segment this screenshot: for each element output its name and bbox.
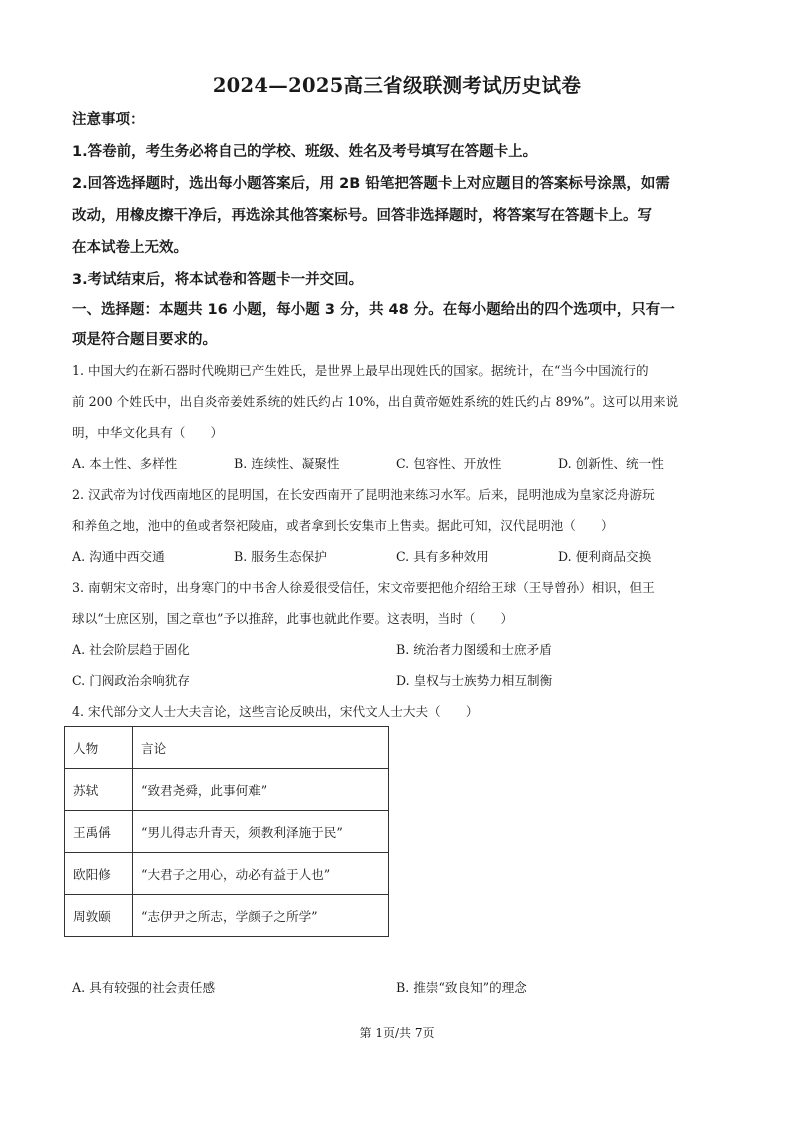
q2-option-d[interactable]: D. 便利商品交换 bbox=[558, 549, 652, 564]
q1-option-a[interactable]: A. 本土性、多样性 bbox=[72, 456, 178, 471]
q3-stem-line-2: 球以“士庶区别，国之章也”予以推辞，此事也就此作要。这表明，当时（ ） bbox=[72, 611, 514, 626]
table-row bbox=[65, 769, 389, 811]
notice-line-2: 2.回答选择题时，选出每小题答案后，用 2B 铅笔把答题卡上对应题目的答案标号涂黑，如需 bbox=[72, 176, 670, 192]
q1-stem-line-1: 1. 中国大约在新石器时代晚期已产生姓氏，是世界上最早出现姓氏的国家。据统计，在“当今中国流行的 bbox=[72, 363, 649, 378]
table-header-person: 人物 bbox=[65, 727, 133, 769]
notice-line-4: 在本试卷上无效。 bbox=[72, 240, 188, 256]
q4-stem: 4. 宋代部分文人士大夫言论，这些言论反映出，宋代文人士大夫（ ） bbox=[72, 704, 479, 719]
q3-option-b[interactable]: B. 统治者力图缓和士庶矛盾 bbox=[396, 642, 552, 657]
table-cell-person: 周敦颐 bbox=[65, 895, 133, 937]
section-heading-line-2: 项是符合题目要求的。 bbox=[72, 332, 217, 348]
table-header-quote: 言论 bbox=[133, 727, 389, 769]
notice-line-3: 改动，用橡皮擦干净后，再选涂其他答案标号。回答非选择题时，将答案写在答题卡上。写 bbox=[72, 208, 652, 224]
q2-option-a[interactable]: A. 沟通中西交通 bbox=[72, 549, 165, 564]
q4-option-b[interactable]: B. 推崇“致良知”的理念 bbox=[396, 980, 527, 995]
table-cell-quote: “大君子之用心，动必有益于人也” bbox=[133, 853, 389, 895]
q1-option-d[interactable]: D. 创新性、统一性 bbox=[558, 456, 664, 471]
q2-stem-line-2: 和养鱼之地，池中的鱼或者祭祀陵庙，或者拿到长安集市上售卖。据此可知，汉代昆明池（ ） bbox=[72, 518, 614, 533]
q3-option-d[interactable]: D. 皇权与士族势力相互制衡 bbox=[396, 673, 553, 688]
table-cell-person: 王禹偁 bbox=[65, 811, 133, 853]
section-heading-line-1: 一、选择题：本题共 16 小题，每小题 3 分，共 48 分。在每小题给出的四个选项中，只有一 bbox=[72, 302, 675, 318]
q1-stem-line-3: 明，中华文化具有（ ） bbox=[72, 425, 224, 440]
table-row bbox=[65, 853, 389, 895]
q1-option-c[interactable]: C. 包容性、开放性 bbox=[396, 456, 502, 471]
table-cell-person: 欧阳修 bbox=[65, 853, 133, 895]
q3-stem-line-1: 3. 南朝宋文帝时，出身寒门的中书舍人徐爰很受信任，宋文帝要把他介绍给王球（王导曾孙）相识，但王 bbox=[72, 580, 655, 595]
q3-option-c[interactable]: C. 门阀政治余响犹存 bbox=[72, 673, 190, 688]
notice-heading: 注意事项： bbox=[72, 112, 145, 128]
q2-option-c[interactable]: C. 具有多种效用 bbox=[396, 549, 489, 564]
table-cell-quote: “致君尧舜，此事何难” bbox=[133, 769, 389, 811]
table-row bbox=[65, 811, 389, 853]
q4-option-a[interactable]: A. 具有较强的社会责任感 bbox=[72, 980, 216, 995]
notice-line-5: 3.考试结束后，将本试卷和答题卡一并交回。 bbox=[72, 272, 364, 288]
page-footer: 第 1页/共 7页 bbox=[359, 1026, 435, 1040]
table-cell-quote: “男儿得志升青天，须教利泽施于民” bbox=[133, 811, 389, 853]
exam-title: 2024—2025高三省级联测考试历史试卷 bbox=[212, 74, 582, 97]
table-row bbox=[65, 895, 389, 937]
notice-line-1: 1.答卷前，考生务必将自己的学校、班级、姓名及考号填写在答题卡上。 bbox=[72, 144, 538, 160]
q2-stem-line-1: 2. 汉武帝为讨伐西南地区的昆明国，在长安西南开了昆明池来练习水军。后来，昆明池成为皇家泛舟游玩 bbox=[72, 487, 655, 502]
q3-option-a[interactable]: A. 社会阶层趋于固化 bbox=[72, 642, 190, 657]
table-cell-person: 苏轼 bbox=[65, 769, 133, 811]
table-header-row bbox=[65, 727, 389, 769]
q1-stem-line-2: 前 200 个姓氏中，出自炎帝姜姓系统的姓氏约占 10%，出自黄帝姬姓系统的姓氏约占 89%”。这可以用来说 bbox=[72, 394, 679, 409]
table-cell-quote: “志伊尹之所志，学颜子之所学” bbox=[133, 895, 389, 937]
quotes-table bbox=[64, 726, 389, 937]
q1-option-b[interactable]: B. 连续性、凝聚性 bbox=[234, 456, 340, 471]
q2-option-b[interactable]: B. 服务生态保护 bbox=[234, 549, 327, 564]
